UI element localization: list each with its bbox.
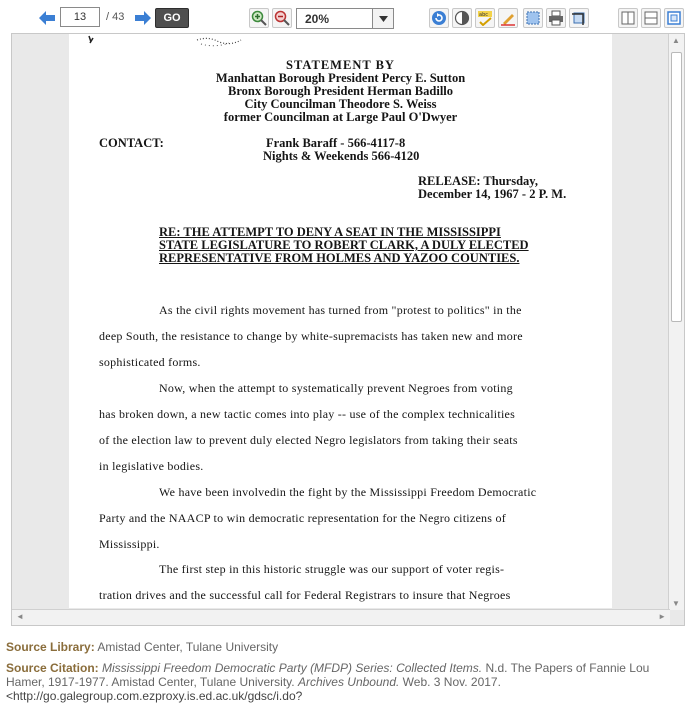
zoom-out-icon[interactable] xyxy=(272,8,292,28)
document-page xyxy=(69,34,612,608)
vertical-scroll-thumb[interactable] xyxy=(671,52,682,322)
scan-noise xyxy=(69,34,612,58)
document-viewer[interactable] xyxy=(11,33,685,626)
release-line: RELEASE: Thursday, xyxy=(418,174,538,188)
body-line: Now, when the attempt to systematically prevent Negroes from voting xyxy=(159,381,513,395)
single-page-icon[interactable] xyxy=(618,8,638,28)
contact-line: Nights & Weekends 566-4120 xyxy=(263,149,420,163)
body-line: We have been involvedin the fight by the Mississippi Freedom Democratic xyxy=(159,485,537,499)
source-library xyxy=(6,640,676,654)
body-line: The first step in this historic struggle was our support of voter regis- xyxy=(159,562,505,576)
statement-line: Manhattan Borough President Percy E. Sutton xyxy=(215,71,466,85)
prev-page-icon[interactable] xyxy=(38,9,56,27)
crop-icon[interactable] xyxy=(569,8,589,28)
citation-title: Mississippi Freedom Democratic Party (MFDP) Series: Collected Items. xyxy=(102,661,483,675)
body-line: As the civil rights movement has turned from "protest to politics" in the xyxy=(159,303,522,317)
scroll-down-icon[interactable]: ▼ xyxy=(672,599,680,608)
body-line: tration drives and the successful call for Federal Registrars to insure that Negroes xyxy=(99,588,511,602)
release-line: December 14, 1967 - 2 P. M. xyxy=(418,187,567,201)
split-page-icon[interactable] xyxy=(641,8,661,28)
rotate-icon[interactable] xyxy=(429,8,449,28)
chevron-down-icon[interactable] xyxy=(372,9,393,28)
svg-text:abc: abc xyxy=(479,12,488,18)
citation-archive: Archives Unbound. xyxy=(297,675,400,689)
scroll-up-icon[interactable]: ▲ xyxy=(672,36,680,45)
fullscreen-icon[interactable] xyxy=(664,8,684,28)
page-number-input[interactable] xyxy=(60,7,100,27)
zoom-value: 20% xyxy=(305,12,330,26)
citation-url[interactable]: <http://go.galegroup.com.ezproxy.is.ed.ac.uk/gdsc/i.do? xyxy=(6,689,303,703)
body-line: deep South, the resistance to change by white-supremacists has taken new and more xyxy=(99,329,523,343)
body-line: in legislative bodies. xyxy=(99,459,204,473)
source-citation-label: Source Citation: xyxy=(6,661,99,675)
contact-line: Frank Baraff - 566-4117-8 xyxy=(266,136,406,150)
print-icon[interactable] xyxy=(546,8,566,28)
select-area-icon[interactable] xyxy=(523,8,543,28)
viewer-toolbar xyxy=(0,0,685,36)
source-library-value: Amistad Center, Tulane University xyxy=(97,640,279,654)
statement-line: former Councilman at Large Paul O'Dwyer xyxy=(223,110,458,124)
contact-label: CONTACT: xyxy=(99,136,164,150)
source-info xyxy=(6,640,676,703)
citation-text: N.d. The Papers of Fannie Lou Hamer, 1917-1977. Amistad Center, Tulane University. xyxy=(6,661,650,689)
body-line: Party and the NAACP to win democratic representation for the Negro citizens of xyxy=(99,511,506,525)
re-line: STATE LEGISLATURE TO ROBERT CLARK, A DULY ELECTED xyxy=(159,238,529,252)
contrast-icon[interactable] xyxy=(452,8,472,28)
vertical-scrollbar[interactable] xyxy=(668,34,684,610)
zoom-in-icon[interactable] xyxy=(249,8,269,28)
citation-text: Web. 3 Nov. 2017. xyxy=(399,675,501,689)
statement-heading: STATEMENT BY xyxy=(286,58,395,72)
scroll-left-icon[interactable]: ◄ xyxy=(16,612,24,621)
statement-line: City Councilman Theodore S. Weiss xyxy=(244,97,437,111)
horizontal-scrollbar[interactable] xyxy=(12,609,670,625)
re-line: REPRESENTATIVE FROM HOLMES AND YAZOO COUNTIES. xyxy=(159,251,520,265)
spellcheck-icon[interactable] xyxy=(475,8,495,28)
source-citation xyxy=(6,661,676,703)
body-line: Mississippi. xyxy=(99,537,160,551)
next-page-icon[interactable] xyxy=(134,9,152,27)
annotate-icon[interactable] xyxy=(498,8,518,28)
go-button[interactable]: GO xyxy=(155,8,189,28)
body-line: sophisticated forms. xyxy=(99,355,201,369)
body-line: has broken down, a new tactic comes into play -- use of the complex technicalities xyxy=(99,407,516,421)
zoom-select[interactable] xyxy=(296,8,394,29)
body-line: of the election law to prevent duly elected Negro legislators from taking their seats xyxy=(99,433,518,447)
page-total: / 43 xyxy=(106,11,125,23)
source-library-label: Source Library: xyxy=(6,640,95,654)
scroll-right-icon[interactable]: ► xyxy=(658,612,666,621)
statement-line: Bronx Borough President Herman Badillo xyxy=(227,84,454,98)
re-line: RE: THE ATTEMPT TO DENY A SEAT IN THE MISSISSIPPI xyxy=(159,225,501,239)
